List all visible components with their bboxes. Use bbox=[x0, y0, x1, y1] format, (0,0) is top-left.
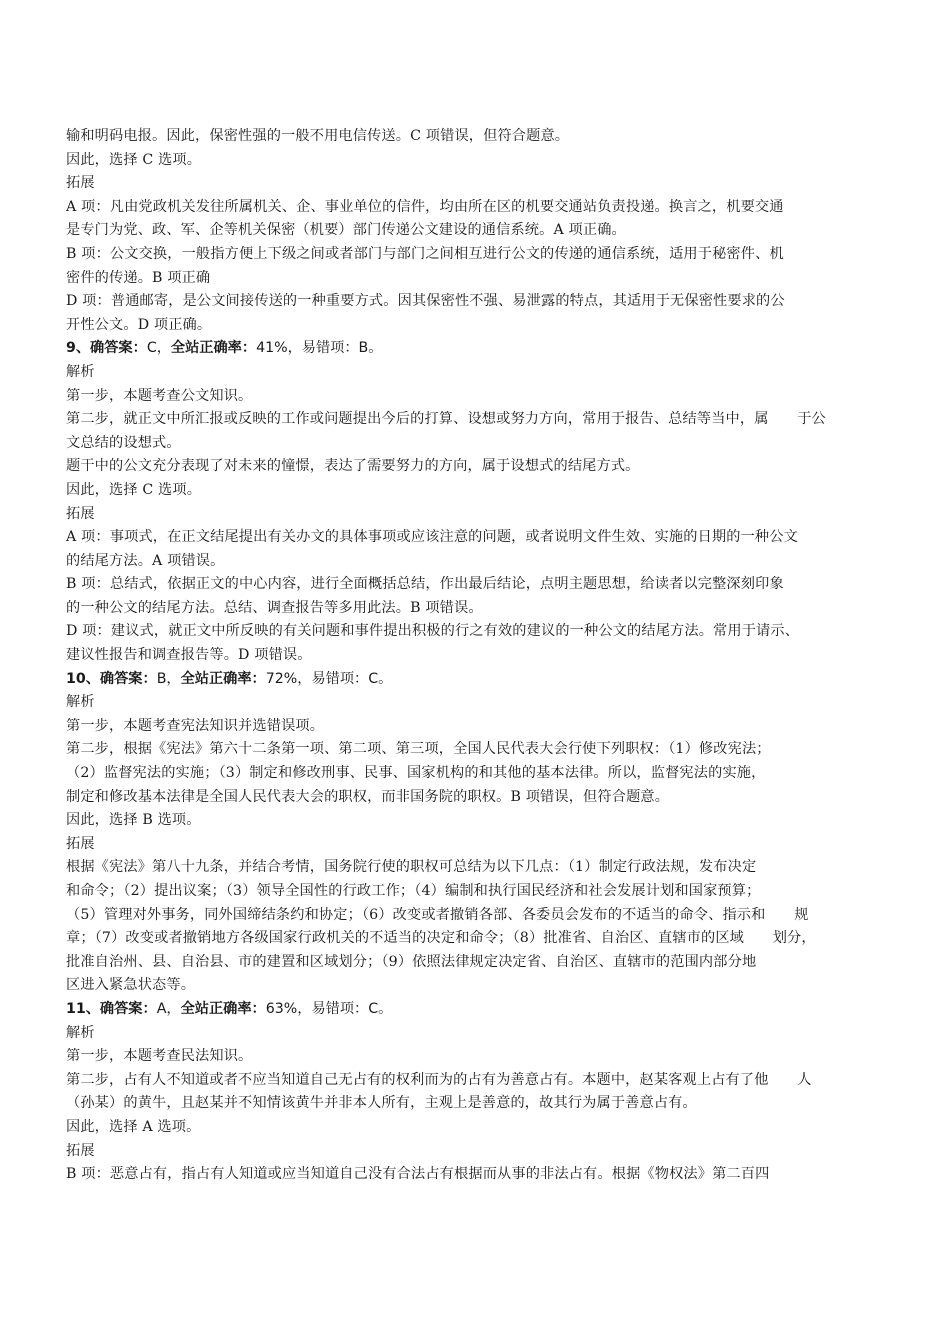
text-line: 第二步，占有人不知道或者不应当知道自己无占有的权利而为的占有为善意占有。本题中，赵某客观上占有了他 人 bbox=[66, 1071, 812, 1088]
text-line: 第一步，本题考查宪法知识并选错误项。 bbox=[66, 717, 325, 734]
text-line: 输和明码电报。因此，保密性强的一般不用电信传送。C 项错误，但符合题意。 bbox=[66, 128, 570, 144]
accuracy-value: 72%，易错项：C。 bbox=[265, 670, 393, 687]
text-line: 的结尾方法。A 项错误。 bbox=[66, 552, 225, 569]
text-line: 解析 bbox=[66, 694, 95, 711]
answer-value: A， bbox=[156, 1000, 181, 1017]
text-line: 文总结的设想式。 bbox=[66, 434, 181, 451]
text-line: 拓展 bbox=[66, 835, 95, 852]
answer-heading bbox=[66, 998, 888, 1022]
answer-heading bbox=[66, 668, 888, 692]
text-line: 解析 bbox=[66, 363, 95, 380]
text-line: 批准自治州、县、自治县、市的建置和区域划分；（9）依照法律规定决定省、自治区、直辖市的范围内部分地 bbox=[66, 953, 757, 970]
text-line: 拓展 bbox=[66, 505, 95, 522]
text-line: 因此，选择 B 选项。 bbox=[66, 812, 201, 829]
text-line: 第二步，根据《宪法》第六十二条第一项、第二项、第三项，全国人民代表大会行使下列职权：（1）修改宪法； bbox=[66, 741, 771, 758]
text-line: 题干中的公文充分表现了对未来的憧憬，表达了需要努力的方向，属于设想式的结尾方式。 bbox=[66, 458, 640, 475]
text-line: A 项：凡由党政机关发往所属机关、企、事业单位的信件，均由所在区的机要交通站负责投递。换言之，机要交通 bbox=[66, 198, 784, 215]
text-line: 是专门为党、政、军、企等机关保密（机要）部门传递公文建设的通信系统。A 项正确。 bbox=[66, 222, 626, 239]
document-body bbox=[66, 125, 888, 1187]
answer-label: 9、确答案： bbox=[66, 340, 147, 357]
answer-value: B， bbox=[156, 670, 181, 687]
text-line: 因此，选择 C 选项。 bbox=[66, 151, 202, 168]
text-line: 的一种公文的结尾方法。总结、调查报告等多用此法。B 项错误。 bbox=[66, 599, 483, 616]
text-line: B 项：总结式，依据正文的中心内容，进行全面概括总结，作出最后结论，点明主题思想，给读者以完整深刻印象 bbox=[66, 576, 784, 593]
text-line: （5）管理对外事务，同外国缔结条约和协定；（6）改变或者撤销各部、各委员会发布的不适当的命令、指示和 规 bbox=[66, 906, 809, 923]
text-line: 和命令；（2）提出议案；（3）领导全国性的行政工作；（4）编制和执行国民经济和社会发展计划和国家预算； bbox=[66, 883, 761, 899]
text-line: 第二步，就正文中所汇报或反映的工作或问题提出今后的打算、设想或努力方向，常用于报告、总结等当中，属 于公 bbox=[66, 411, 826, 428]
text-line: D 项：建议式，就正文中所反映的有关问题和事件提出积极的行之有效的建议的一种公文的结尾方法。常用于请示、 bbox=[66, 623, 800, 640]
answer-heading bbox=[66, 337, 888, 361]
text-line: （孙某）的黄牛，且赵某并不知情该黄牛并非本人所有，主观上是善意的，故其行为属于善意占有。 bbox=[66, 1095, 697, 1112]
accuracy-label: 全站正确率： bbox=[170, 340, 257, 357]
text-line: 拓展 bbox=[66, 175, 95, 192]
text-line: 章；（7）改变或者撤销地方各级国家行政机关的不适当的决定和命令；（8）批准省、自治区、直辖市的区域 划分， bbox=[66, 930, 816, 947]
accuracy-value: 41%，易错项：B。 bbox=[256, 340, 383, 357]
accuracy-label: 全站正确率： bbox=[180, 670, 266, 687]
answer-value: C， bbox=[146, 340, 171, 357]
text-line: 根据《宪法》第八十九条，并结合考情，国务院行使的职权可总结为以下几点：（1）制定行政法规，发布决定 bbox=[66, 859, 757, 876]
text-line: 密件的传递。B 项正确 bbox=[66, 269, 211, 286]
answer-label: 11、确答案： bbox=[66, 1000, 157, 1017]
text-line: 第一步，本题考查公文知识。 bbox=[66, 387, 253, 404]
text-line: 开性公文。D 项正确。 bbox=[66, 316, 212, 333]
text-line: B 项：公文交换，一般指方便上下级之间或者部门与部门之间相互进行公文的传递的通信系统，适用于秘密件、机 bbox=[66, 245, 784, 262]
text-line: D 项：普通邮寄，是公文间接传送的一种重要方式。因其保密性不强、易泄露的特点，其适用于无保密性要求的公 bbox=[66, 293, 785, 310]
accuracy-label: 全站正确率： bbox=[180, 1000, 266, 1017]
text-line: 制定和修改基本法律是全国人民代表大会的职权，而非国务院的职权。B 项错误，但符合题意。 bbox=[66, 788, 670, 805]
text-line: 建议性报告和调查报告等。D 项错误。 bbox=[66, 647, 312, 664]
text-line: （2）监督宪法的实施；（3）制定和修改刑事、民事、国家机构的和其他的基本法律。所以，监督宪法的实施， bbox=[66, 765, 766, 782]
text-line: 拓展 bbox=[66, 1142, 95, 1159]
text-line: 因此，选择 C 选项。 bbox=[66, 481, 202, 498]
text-line: A 项：事项式，在正文结尾提出有关办文的具体事项或应该注意的问题，或者说明文件生效、实施的日期的一种公文 bbox=[66, 529, 798, 546]
text-line: 第一步，本题考查民法知识。 bbox=[66, 1048, 253, 1065]
text-line: B 项：恶意占有，指占有人知道或应当知道自己没有合法占有根据而从事的非法占有。根据《物权法》第二百四 bbox=[66, 1166, 770, 1183]
text-line: 区进入紧急状态等。 bbox=[66, 977, 196, 994]
text-line: 解析 bbox=[66, 1024, 95, 1041]
answer-label: 10、确答案： bbox=[66, 670, 157, 687]
accuracy-value: 63%，易错项：C。 bbox=[265, 1000, 393, 1017]
text-line: 因此，选择 A 选项。 bbox=[66, 1118, 201, 1135]
